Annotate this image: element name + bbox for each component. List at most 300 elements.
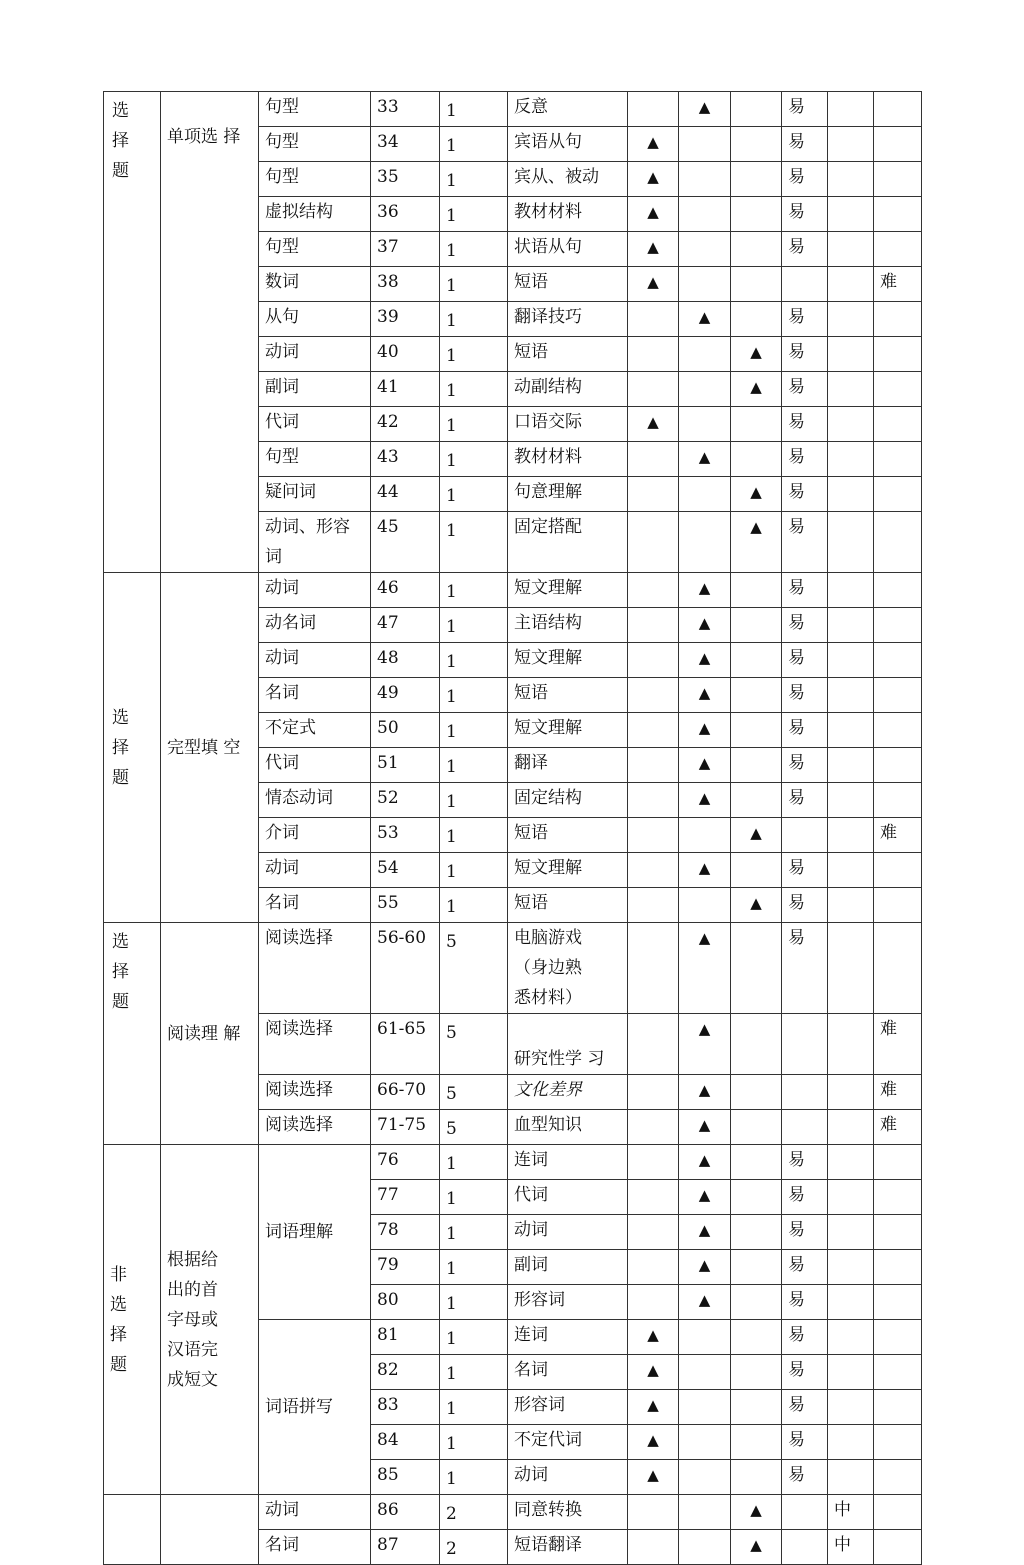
test-point-cell: 短文理解 [508,573,628,608]
mastery-level-1-cell: ▲ [628,1355,679,1390]
difficulty-easy-cell: 易 [782,1180,828,1215]
knowledge-cell: 句型 [259,127,371,162]
difficulty-medium-cell [828,1145,874,1180]
mastery-level-3-cell [731,302,782,337]
knowledge-cell: 动名词 [259,608,371,643]
question-number-cell: 87 [371,1530,440,1565]
test-point-cell: 血型知识 [508,1110,628,1145]
score-cell: 5 [440,923,508,1014]
score-cell: 1 [440,678,508,713]
mastery-level-3-cell [731,197,782,232]
difficulty-easy-cell: 易 [782,407,828,442]
difficulty-hard-cell [874,197,922,232]
table-row [104,1145,922,1180]
question-subtype-cell: 阅读理 解 [161,923,259,1145]
score-cell: 1 [440,1285,508,1320]
difficulty-hard-cell: 难 [874,1110,922,1145]
mastery-level-2-cell [679,1460,731,1495]
test-point-cell: 短语 [508,267,628,302]
question-number-cell: 76 [371,1145,440,1180]
score-cell: 1 [440,162,508,197]
test-point-cell: 文化差界 [508,1075,628,1110]
mastery-level-2-cell: ▲ [679,923,731,1014]
mastery-level-3-cell [731,1145,782,1180]
mastery-level-3-cell [731,442,782,477]
question-number-cell: 80 [371,1285,440,1320]
difficulty-easy-cell: 易 [782,678,828,713]
difficulty-hard-cell [874,1250,922,1285]
score-cell: 1 [440,267,508,302]
difficulty-hard-cell [874,783,922,818]
question-number-cell: 56-60 [371,923,440,1014]
mastery-level-1-cell [628,853,679,888]
mastery-level-3-cell [731,1460,782,1495]
mastery-level-3-cell: ▲ [731,337,782,372]
mastery-level-3-cell [731,853,782,888]
difficulty-medium-cell: 中 [828,1530,874,1565]
difficulty-easy-cell [782,1530,828,1565]
difficulty-hard-cell [874,1425,922,1460]
test-point-cell: 口语交际 [508,407,628,442]
score-cell: 2 [440,1495,508,1530]
difficulty-hard-cell [874,748,922,783]
knowledge-cell: 动词 [259,573,371,608]
score-cell: 1 [440,818,508,853]
mastery-level-3-cell [731,1425,782,1460]
difficulty-easy-cell: 易 [782,1285,828,1320]
score-cell: 1 [440,512,508,573]
difficulty-medium-cell [828,1460,874,1495]
mastery-level-3-cell: ▲ [731,477,782,512]
question-type-cell: 非 选 择 题 [104,1145,161,1495]
mastery-level-2-cell [679,162,731,197]
question-number-cell: 78 [371,1215,440,1250]
question-number-cell: 50 [371,713,440,748]
difficulty-medium-cell [828,1355,874,1390]
difficulty-hard-cell [874,337,922,372]
difficulty-easy-cell: 易 [782,1460,828,1495]
question-number-cell: 85 [371,1460,440,1495]
mastery-level-3-cell [731,608,782,643]
mastery-level-1-cell: ▲ [628,127,679,162]
difficulty-hard-cell [874,512,922,573]
question-number-cell: 47 [371,608,440,643]
mastery-level-3-cell [731,1285,782,1320]
difficulty-medium-cell [828,643,874,678]
mastery-level-3-cell [731,713,782,748]
mastery-level-2-cell [679,337,731,372]
difficulty-medium-cell [828,923,874,1014]
mastery-level-3-cell: ▲ [731,818,782,853]
difficulty-hard-cell [874,442,922,477]
mastery-level-2-cell: ▲ [679,678,731,713]
knowledge-cell: 动词、形容词 [259,512,371,573]
test-point-cell: 教材材料 [508,442,628,477]
difficulty-medium-cell [828,372,874,407]
difficulty-easy-cell [782,1495,828,1530]
difficulty-easy-cell: 易 [782,783,828,818]
question-number-cell: 53 [371,818,440,853]
score-cell: 1 [440,1145,508,1180]
question-number-cell: 37 [371,232,440,267]
difficulty-hard-cell [874,477,922,512]
test-point-cell: 短语 [508,818,628,853]
difficulty-easy-cell: 易 [782,162,828,197]
difficulty-medium-cell [828,1285,874,1320]
score-cell: 5 [440,1075,508,1110]
difficulty-hard-cell [874,1495,922,1530]
difficulty-medium-cell [828,783,874,818]
mastery-level-2-cell [679,197,731,232]
knowledge-cell: 副词 [259,372,371,407]
score-cell: 1 [440,1355,508,1390]
difficulty-easy-cell: 易 [782,1390,828,1425]
table-row [104,92,922,127]
table-row [104,923,922,1014]
difficulty-easy-cell: 易 [782,713,828,748]
mastery-level-1-cell [628,302,679,337]
mastery-level-2-cell: ▲ [679,1014,731,1075]
mastery-level-1-cell [628,923,679,1014]
test-point-cell: 电脑游戏 （身边熟 悉材料） [508,923,628,1014]
mastery-level-3-cell: ▲ [731,512,782,573]
mastery-level-2-cell [679,477,731,512]
difficulty-hard-cell [874,372,922,407]
difficulty-medium-cell [828,442,874,477]
mastery-level-1-cell [628,643,679,678]
mastery-level-2-cell [679,372,731,407]
knowledge-cell: 代词 [259,748,371,783]
mastery-level-1-cell [628,1495,679,1530]
difficulty-medium-cell [828,337,874,372]
question-number-cell: 61-65 [371,1014,440,1075]
mastery-level-1-cell: ▲ [628,267,679,302]
question-number-cell: 55 [371,888,440,923]
mastery-level-2-cell [679,407,731,442]
knowledge-cell: 阅读选择 [259,923,371,1014]
difficulty-easy-cell: 易 [782,573,828,608]
question-number-cell: 82 [371,1355,440,1390]
question-number-cell: 79 [371,1250,440,1285]
test-point-cell: 代词 [508,1180,628,1215]
question-number-cell: 42 [371,407,440,442]
mastery-level-3-cell [731,267,782,302]
score-cell: 1 [440,853,508,888]
mastery-level-1-cell [628,1285,679,1320]
question-number-cell: 39 [371,302,440,337]
question-type-cell: 选 择 题 [104,923,161,1145]
knowledge-cell: 名词 [259,888,371,923]
knowledge-cell: 阅读选择 [259,1014,371,1075]
difficulty-medium-cell [828,678,874,713]
table-body [104,92,922,1565]
mastery-level-3-cell [731,407,782,442]
knowledge-cell: 阅读选择 [259,1110,371,1145]
mastery-level-2-cell [679,127,731,162]
difficulty-hard-cell [874,1530,922,1565]
difficulty-easy-cell: 易 [782,512,828,573]
question-number-cell: 66-70 [371,1075,440,1110]
knowledge-cell: 句型 [259,232,371,267]
difficulty-hard-cell [874,1215,922,1250]
score-cell: 1 [440,1250,508,1285]
score-cell: 1 [440,1215,508,1250]
score-cell: 1 [440,442,508,477]
question-number-cell: 45 [371,512,440,573]
score-cell: 1 [440,92,508,127]
mastery-level-2-cell: ▲ [679,1250,731,1285]
question-subtype-cell: 根据给 出的首 字母或 汉语完 成短文 [161,1145,259,1495]
score-cell: 1 [440,407,508,442]
test-point-cell: 短语翻译 [508,1530,628,1565]
difficulty-hard-cell: 难 [874,1075,922,1110]
difficulty-hard-cell [874,678,922,713]
difficulty-medium-cell [828,608,874,643]
knowledge-cell: 名词 [259,678,371,713]
mastery-level-3-cell [731,1320,782,1355]
question-number-cell: 41 [371,372,440,407]
mastery-level-1-cell: ▲ [628,1460,679,1495]
question-number-cell: 54 [371,853,440,888]
mastery-level-2-cell [679,1355,731,1390]
knowledge-cell: 疑问词 [259,477,371,512]
difficulty-medium-cell [828,127,874,162]
difficulty-easy-cell: 易 [782,302,828,337]
difficulty-hard-cell [874,853,922,888]
score-cell: 1 [440,232,508,267]
test-point-cell: 名词 [508,1355,628,1390]
mastery-level-2-cell: ▲ [679,608,731,643]
mastery-level-3-cell [731,748,782,783]
difficulty-easy-cell: 易 [782,1145,828,1180]
difficulty-easy-cell [782,267,828,302]
mastery-level-3-cell [731,573,782,608]
difficulty-medium-cell [828,1180,874,1215]
question-number-cell: 36 [371,197,440,232]
score-cell: 1 [440,748,508,783]
question-number-cell: 84 [371,1425,440,1460]
mastery-level-2-cell [679,267,731,302]
mastery-level-1-cell [628,1530,679,1565]
difficulty-medium-cell [828,302,874,337]
mastery-level-3-cell [731,92,782,127]
mastery-level-1-cell [628,337,679,372]
difficulty-medium-cell [828,197,874,232]
question-number-cell: 38 [371,267,440,302]
test-point-cell: 连词 [508,1145,628,1180]
question-number-cell: 40 [371,337,440,372]
test-point-cell: 反意 [508,92,628,127]
question-number-cell: 49 [371,678,440,713]
knowledge-cell: 不定式 [259,713,371,748]
knowledge-cell: 名词 [259,1530,371,1565]
mastery-level-1-cell [628,888,679,923]
knowledge-cell: 情态动词 [259,783,371,818]
difficulty-easy-cell: 易 [782,1425,828,1460]
mastery-level-2-cell: ▲ [679,1215,731,1250]
mastery-level-3-cell [731,678,782,713]
mastery-level-1-cell [628,92,679,127]
mastery-level-2-cell [679,232,731,267]
score-cell: 1 [440,643,508,678]
score-cell: 1 [440,477,508,512]
mastery-level-3-cell [731,1014,782,1075]
difficulty-hard-cell [874,1320,922,1355]
difficulty-easy-cell [782,1110,828,1145]
difficulty-hard-cell [874,1180,922,1215]
difficulty-hard-cell: 难 [874,818,922,853]
mastery-level-3-cell: ▲ [731,888,782,923]
mastery-level-1-cell [628,442,679,477]
difficulty-medium-cell [828,713,874,748]
knowledge-group-cell: 词语理解 [259,1145,371,1320]
question-number-cell: 51 [371,748,440,783]
difficulty-hard-cell [874,232,922,267]
mastery-level-1-cell: ▲ [628,1390,679,1425]
knowledge-cell: 动词 [259,643,371,678]
difficulty-medium-cell [828,888,874,923]
mastery-level-1-cell [628,372,679,407]
mastery-level-2-cell: ▲ [679,92,731,127]
question-number-cell: 48 [371,643,440,678]
test-point-cell: 固定结构 [508,783,628,818]
question-number-cell: 35 [371,162,440,197]
difficulty-medium-cell [828,477,874,512]
mastery-level-1-cell [628,678,679,713]
difficulty-easy-cell [782,818,828,853]
knowledge-cell: 数词 [259,267,371,302]
mastery-level-3-cell [731,923,782,1014]
score-cell: 5 [440,1014,508,1075]
difficulty-easy-cell: 易 [782,1250,828,1285]
score-cell: 1 [440,337,508,372]
mastery-level-2-cell: ▲ [679,748,731,783]
score-cell: 2 [440,1530,508,1565]
mastery-level-3-cell: ▲ [731,372,782,407]
difficulty-medium-cell [828,748,874,783]
mastery-level-2-cell: ▲ [679,783,731,818]
mastery-level-2-cell: ▲ [679,1285,731,1320]
score-cell: 1 [440,783,508,818]
mastery-level-1-cell [628,1145,679,1180]
mastery-level-2-cell: ▲ [679,1075,731,1110]
difficulty-easy-cell: 易 [782,1355,828,1390]
difficulty-hard-cell [874,1355,922,1390]
difficulty-easy-cell: 易 [782,923,828,1014]
knowledge-cell: 动词 [259,337,371,372]
difficulty-medium-cell [828,162,874,197]
test-point-cell: 副词 [508,1250,628,1285]
difficulty-hard-cell [874,1145,922,1180]
mastery-level-2-cell: ▲ [679,573,731,608]
mastery-level-1-cell [628,1180,679,1215]
test-point-cell: 固定搭配 [508,512,628,573]
mastery-level-1-cell: ▲ [628,407,679,442]
test-point-cell: 短文理解 [508,713,628,748]
difficulty-medium-cell [828,1215,874,1250]
mastery-level-2-cell: ▲ [679,853,731,888]
test-point-cell: 短语 [508,337,628,372]
score-cell: 1 [440,127,508,162]
difficulty-easy-cell: 易 [782,888,828,923]
difficulty-easy-cell: 易 [782,1320,828,1355]
test-point-cell: 教材材料 [508,197,628,232]
knowledge-cell: 动词 [259,1495,371,1530]
difficulty-medium-cell [828,512,874,573]
mastery-level-1-cell [628,608,679,643]
difficulty-hard-cell [874,643,922,678]
knowledge-group-cell: 词语拼写 [259,1320,371,1495]
test-point-cell: 翻译 [508,748,628,783]
test-point-cell: 动词 [508,1215,628,1250]
mastery-level-1-cell [628,713,679,748]
question-subtype-cell: 完型填 空 [161,573,259,923]
mastery-level-1-cell [628,1075,679,1110]
difficulty-hard-cell [874,923,922,1014]
test-point-cell: 动词 [508,1460,628,1495]
mastery-level-3-cell [731,1075,782,1110]
difficulty-easy-cell: 易 [782,442,828,477]
score-cell: 1 [440,197,508,232]
question-number-cell: 86 [371,1495,440,1530]
difficulty-easy-cell: 易 [782,127,828,162]
test-point-cell: 主语结构 [508,608,628,643]
difficulty-easy-cell: 易 [782,372,828,407]
question-subtype-cell: 单项选 择 [161,92,259,573]
difficulty-easy-cell [782,1075,828,1110]
test-point-cell: 短语 [508,678,628,713]
knowledge-cell: 介词 [259,818,371,853]
question-number-cell: 46 [371,573,440,608]
mastery-level-2-cell: ▲ [679,643,731,678]
mastery-level-1-cell [628,1014,679,1075]
difficulty-medium-cell [828,1390,874,1425]
question-subtype-cell [161,1495,259,1565]
difficulty-hard-cell [874,302,922,337]
mastery-level-2-cell [679,1495,731,1530]
difficulty-medium-cell [828,1110,874,1145]
knowledge-cell: 从句 [259,302,371,337]
table-row [104,1495,922,1530]
test-point-cell: 翻译技巧 [508,302,628,337]
mastery-level-2-cell [679,512,731,573]
mastery-level-1-cell [628,818,679,853]
difficulty-hard-cell [874,127,922,162]
test-point-cell: 短语 [508,888,628,923]
mastery-level-1-cell: ▲ [628,1320,679,1355]
mastery-level-1-cell [628,748,679,783]
test-point-cell: 状语从句 [508,232,628,267]
test-point-cell: 短文理解 [508,643,628,678]
score-cell: 1 [440,1460,508,1495]
test-point-cell: 动副结构 [508,372,628,407]
mastery-level-1-cell [628,477,679,512]
mastery-level-2-cell: ▲ [679,302,731,337]
difficulty-hard-cell [874,162,922,197]
score-cell: 1 [440,713,508,748]
score-cell: 1 [440,372,508,407]
difficulty-easy-cell: 易 [782,477,828,512]
difficulty-easy-cell: 易 [782,608,828,643]
test-point-cell: 形容词 [508,1390,628,1425]
question-number-cell: 33 [371,92,440,127]
question-number-cell: 83 [371,1390,440,1425]
mastery-level-2-cell [679,1530,731,1565]
difficulty-easy-cell: 易 [782,232,828,267]
mastery-level-1-cell: ▲ [628,1425,679,1460]
difficulty-easy-cell: 易 [782,197,828,232]
mastery-level-3-cell [731,162,782,197]
